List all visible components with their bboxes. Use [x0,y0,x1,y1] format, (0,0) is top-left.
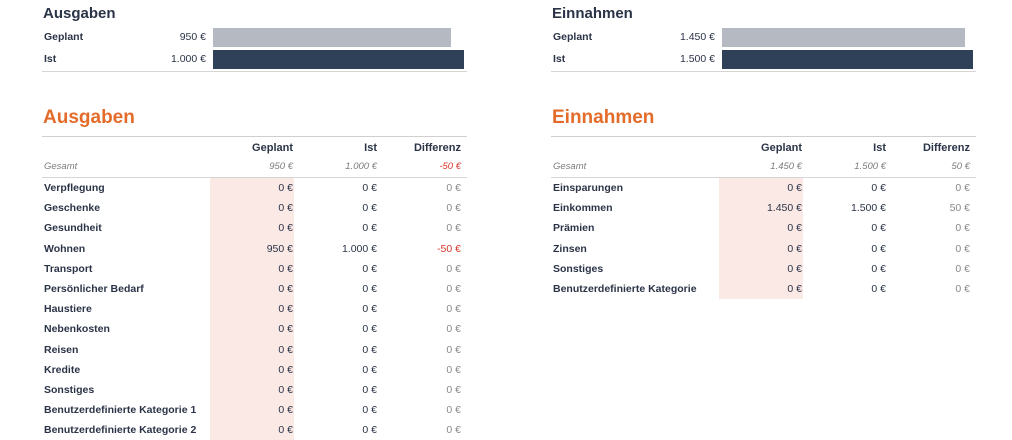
row-planned-value: 0 € [278,262,293,275]
expenses-section-title: Ausgaben [43,107,135,128]
row-label: Wohnen [44,242,86,255]
row-diff-value: 0 € [446,323,461,336]
expenses-header-actual: Ist [364,142,377,154]
income-table-body [551,178,976,299]
row-diff-value: 0 € [446,404,461,417]
income-actual-bar-row [551,49,976,71]
table-row [551,239,976,259]
row-label: Benutzerdefinierte Kategorie 1 [44,404,197,417]
row-label: Einsparungen [553,182,624,194]
row-actual-value: 0 € [871,182,886,194]
row-label: Sonstiges [553,262,604,275]
income-section-title: Einnahmen [552,107,655,128]
income-chart-title: Einnahmen [552,5,633,22]
row-diff-value: 0 € [446,222,461,235]
row-diff-value: 0 € [446,202,461,215]
row-diff-value: -50 € [437,242,461,255]
row-label: Transport [44,262,93,275]
row-label: Persönlicher Bedarf [44,282,144,295]
row-planned-value: 0 € [278,383,293,396]
row-actual-value: 0 € [362,404,377,417]
row-diff-value: 50 € [949,202,970,215]
row-planned-value: 0 € [787,182,802,194]
row-label: Nebenkosten [44,323,110,336]
row-actual-value: 0 € [871,222,886,235]
expenses-planned-bar [213,28,451,47]
row-actual-value: 0 € [362,383,377,396]
table-row [551,198,976,218]
row-planned-value: 0 € [278,424,293,437]
table-row [42,340,467,360]
row-actual-value: 1.000 € [341,242,377,255]
income-divider [551,136,976,137]
table-row [551,259,976,279]
row-diff-value: 0 € [446,383,461,396]
row-planned-value: 0 € [278,182,293,194]
expenses-divider [42,136,467,137]
row-planned-value: 0 € [278,363,293,376]
expenses-table-header [42,142,467,158]
table-row [42,178,467,198]
row-planned-value: 0 € [278,282,293,295]
income-table-header [551,142,976,158]
row-label: Geschenke [44,202,101,215]
row-diff-value: 0 € [446,424,461,437]
row-planned-value: 0 € [278,323,293,336]
row-actual-value: 0 € [362,303,377,316]
expenses-actual-value: 1.000 € [170,53,206,65]
table-row [42,400,467,420]
row-actual-value: 0 € [362,424,377,437]
row-actual-value: 0 € [362,282,377,295]
row-planned-value: 0 € [278,404,293,417]
row-diff-value: 0 € [446,282,461,295]
row-label: Benutzerdefinierte Kategorie 2 [44,424,197,437]
income-actual-value: 1.500 € [679,53,715,65]
row-actual-value: 0 € [362,202,377,215]
row-actual-value: 1.500 € [850,202,886,215]
expenses-total-label: Gesamt [44,161,78,172]
income-header-diff: Differenz [922,142,970,154]
row-planned-value: 0 € [787,282,802,295]
row-planned-value: 0 € [787,242,802,255]
row-actual-value: 0 € [362,323,377,336]
expenses-actual-label: Ist [44,53,57,65]
table-row [42,360,467,380]
table-row [42,380,467,400]
row-actual-value: 0 € [362,343,377,356]
row-actual-value: 0 € [362,262,377,275]
row-planned-value: 0 € [278,303,293,316]
income-planned-bar [722,28,965,47]
expenses-actual-bar [213,50,464,69]
row-planned-value: 0 € [278,343,293,356]
income-total-diff: 50 € [951,161,970,172]
income-actual-bar [722,50,973,69]
expenses-actual-bar-row [42,49,467,71]
expenses-header-planned: Geplant [252,142,293,154]
row-label: Kredite [44,363,81,376]
row-diff-value: 0 € [955,282,970,295]
table-row [551,279,976,299]
expenses-header-diff: Differenz [413,142,461,154]
row-actual-value: 0 € [362,363,377,376]
income-total-row [551,160,976,176]
row-label: Sonstiges [44,383,95,396]
row-diff-value: 0 € [446,182,461,194]
expenses-total-row [42,160,467,176]
row-planned-value: 0 € [278,202,293,215]
table-row [42,279,467,299]
expenses-total-actual: 1.000 € [345,161,377,172]
row-actual-value: 0 € [871,282,886,295]
income-header-actual: Ist [873,142,886,154]
expenses-planned-bar-row [42,27,467,49]
income-total-label: Gesamt [553,161,587,172]
row-label: Reisen [44,343,79,356]
expenses-chart-title: Ausgaben [43,5,116,22]
income-total-actual: 1.500 € [854,161,886,172]
expenses-table-body [42,178,467,440]
row-planned-value: 950 € [266,242,293,255]
row-planned-value: 1.450 € [766,202,802,215]
row-planned-value: 0 € [787,222,802,235]
row-label: Verpflegung [44,182,105,194]
table-row [551,218,976,238]
row-diff-value: 0 € [446,363,461,376]
table-row [42,198,467,218]
row-actual-value: 0 € [362,222,377,235]
income-planned-value: 1.450 € [679,31,715,43]
table-row [42,420,467,440]
income-planned-bar-row [551,27,976,49]
expenses-planned-label: Geplant [44,31,84,43]
row-planned-value: 0 € [787,262,802,275]
table-row [551,178,976,198]
expenses-total-planned: 950 € [269,161,293,172]
row-diff-value: 0 € [446,343,461,356]
row-planned-value: 0 € [278,222,293,235]
row-diff-value: 0 € [955,182,970,194]
income-actual-label: Ist [553,53,566,65]
row-actual-value: 0 € [871,262,886,275]
row-diff-value: 0 € [955,242,970,255]
row-label: Einkommen [553,202,613,215]
table-row [42,259,467,279]
row-diff-value: 0 € [446,262,461,275]
row-label: Gesundheit [44,222,102,235]
row-label: Zinsen [553,242,587,255]
row-diff-value: 0 € [446,303,461,316]
row-actual-value: 0 € [871,242,886,255]
table-row [42,239,467,259]
row-label: Benutzerdefinierte Kategorie [553,282,697,295]
row-label: Haustiere [44,303,92,316]
table-row [42,319,467,339]
income-total-planned: 1.450 € [770,161,802,172]
row-diff-value: 0 € [955,262,970,275]
row-actual-value: 0 € [362,182,377,194]
row-diff-value: 0 € [955,222,970,235]
expenses-total-diff: -50 € [439,161,461,172]
income-header-planned: Geplant [761,142,802,154]
row-label: Prämien [553,222,595,235]
expenses-planned-value: 950 € [179,31,206,43]
table-row [42,299,467,319]
income-planned-label: Geplant [553,31,593,43]
table-row [42,218,467,238]
